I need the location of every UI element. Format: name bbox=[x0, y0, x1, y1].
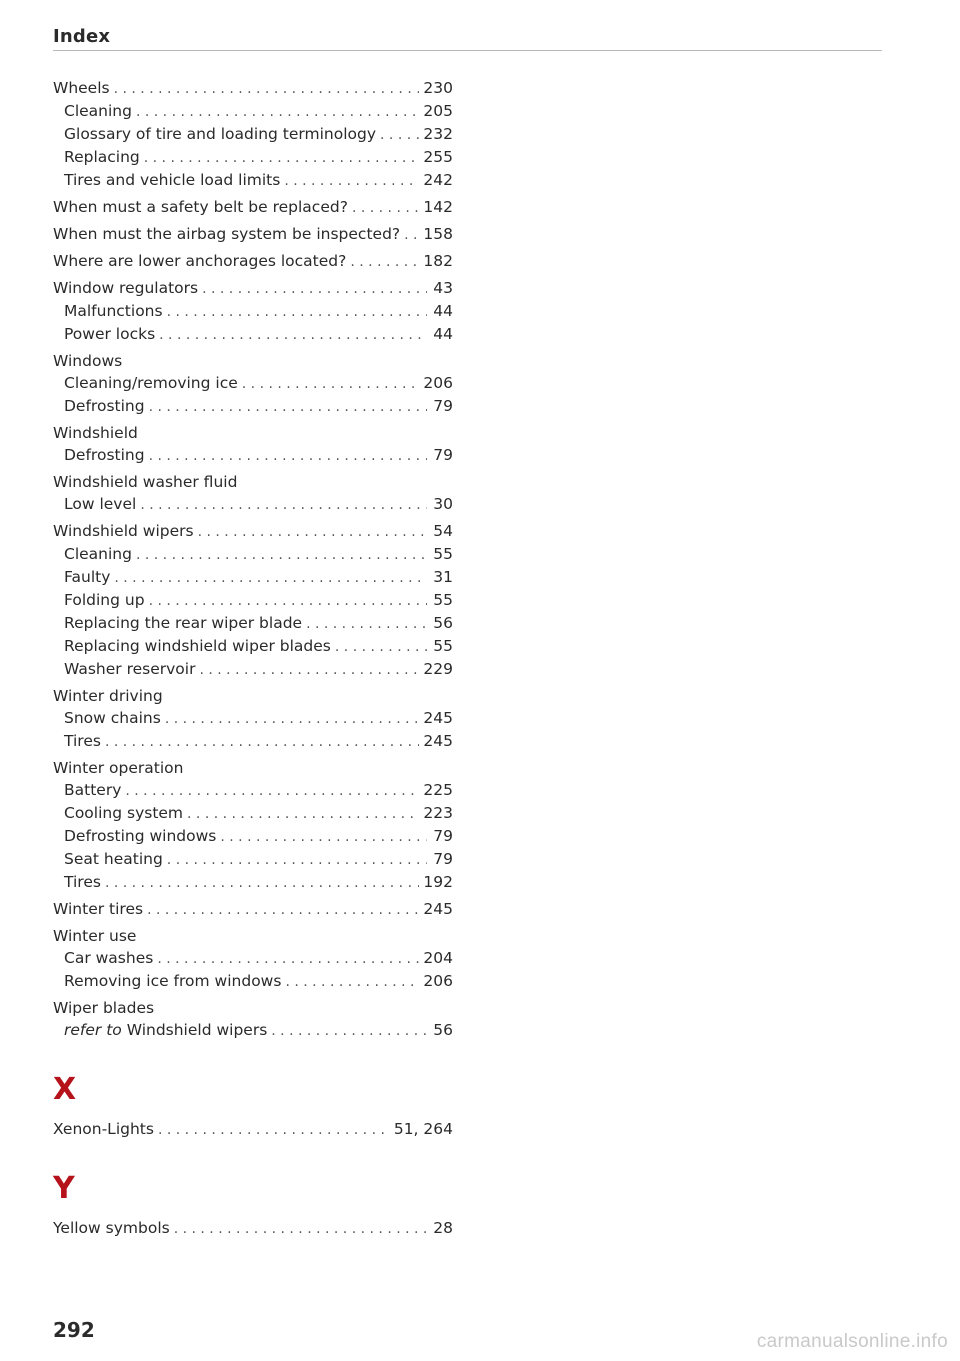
index-subentry bbox=[53, 372, 453, 395]
entry-label: Power locks bbox=[64, 325, 156, 343]
index-subentry bbox=[53, 612, 453, 635]
leader-dots bbox=[198, 521, 427, 543]
entry-page-number: 56 bbox=[433, 614, 453, 632]
index-subentry bbox=[53, 730, 453, 753]
entry-page-number: 79 bbox=[433, 827, 453, 845]
entry-page-number: 225 bbox=[423, 781, 453, 799]
index-subentry bbox=[53, 169, 453, 192]
entry-label: Winter driving bbox=[53, 687, 163, 705]
leader-dots bbox=[335, 636, 427, 658]
entry-page-number: 79 bbox=[433, 850, 453, 868]
leader-dots bbox=[105, 731, 419, 753]
entry-label: Replacing windshield wiper blades bbox=[64, 637, 331, 655]
entry-page-number: 44 bbox=[433, 325, 453, 343]
entry-page-number: 232 bbox=[423, 125, 453, 143]
cross-reference-target: Windshield wipers bbox=[126, 1021, 268, 1039]
leader-dots bbox=[271, 1020, 427, 1042]
entry-page-number: 206 bbox=[423, 972, 453, 990]
leader-dots bbox=[199, 659, 419, 681]
entry-page-number: 30 bbox=[433, 495, 453, 513]
entry-page-number: 28 bbox=[433, 1219, 453, 1237]
entry-page-number: 55 bbox=[433, 545, 453, 563]
index-subentry bbox=[53, 970, 453, 993]
leader-dots bbox=[136, 544, 427, 566]
entry-label: Defrosting bbox=[64, 446, 145, 464]
entry-page-number: 245 bbox=[423, 900, 453, 918]
index-entry bbox=[53, 77, 453, 100]
index-entry bbox=[53, 685, 453, 707]
entry-label: Cleaning bbox=[64, 545, 132, 563]
index-subentry bbox=[53, 848, 453, 871]
leader-dots bbox=[157, 948, 419, 970]
leader-dots bbox=[158, 1119, 390, 1141]
index-entry bbox=[53, 925, 453, 947]
entry-label: Cooling system bbox=[64, 804, 184, 822]
leader-dots bbox=[147, 899, 419, 921]
entry-label: Low level bbox=[64, 495, 137, 513]
index-subentry bbox=[53, 300, 453, 323]
leader-dots bbox=[165, 708, 420, 730]
entry-page-number: 43 bbox=[433, 279, 453, 297]
index-entry bbox=[53, 422, 453, 444]
leader-dots bbox=[149, 445, 427, 467]
leader-dots bbox=[114, 567, 427, 589]
index-entry bbox=[53, 1217, 453, 1240]
index-subentry bbox=[53, 1019, 453, 1042]
cross-reference-prefix: refer to bbox=[64, 1021, 122, 1039]
entry-label: Glossary of tire and loading terminology bbox=[64, 125, 377, 143]
entry-page-number: 255 bbox=[423, 148, 453, 166]
entry-page-number: 230 bbox=[423, 79, 453, 97]
index-entry bbox=[53, 757, 453, 779]
entry-label: Cleaning bbox=[64, 102, 132, 120]
index-subentry bbox=[53, 779, 453, 802]
entry-label: Winter use bbox=[53, 927, 137, 945]
leader-dots bbox=[114, 78, 420, 100]
index-subentry bbox=[53, 635, 453, 658]
entry-page-number: 55 bbox=[433, 591, 453, 609]
entry-label: Faulty bbox=[64, 568, 111, 586]
leader-dots bbox=[202, 278, 427, 300]
leader-dots bbox=[136, 101, 419, 123]
entry-label: Winter operation bbox=[53, 759, 184, 777]
entry-label: Tires bbox=[64, 732, 101, 750]
entry-page-number: 204 bbox=[423, 949, 453, 967]
section-letter-x: X bbox=[53, 1072, 77, 1107]
leader-dots bbox=[149, 590, 427, 612]
leader-dots bbox=[306, 613, 427, 635]
leader-dots bbox=[167, 849, 427, 871]
entry-page-number: 79 bbox=[433, 397, 453, 415]
entry-label: Windshield washer fluid bbox=[53, 473, 238, 491]
index-subentry bbox=[53, 566, 453, 589]
entry-page-number: 55 bbox=[433, 637, 453, 655]
leader-dots bbox=[159, 324, 427, 346]
entry-label: Windows bbox=[53, 352, 123, 370]
index-subentry bbox=[53, 589, 453, 612]
entry-page-number: 245 bbox=[423, 709, 453, 727]
index-subentry bbox=[53, 707, 453, 730]
leader-dots bbox=[125, 780, 419, 802]
entry-label: Defrosting windows bbox=[64, 827, 217, 845]
leader-dots bbox=[284, 170, 419, 192]
entry-page-number: 56 bbox=[433, 1021, 453, 1039]
entry-page-number: 158 bbox=[423, 225, 453, 243]
entry-page-number: 223 bbox=[423, 804, 453, 822]
index-entry bbox=[53, 471, 453, 493]
entry-label: Wiper blades bbox=[53, 999, 155, 1017]
leader-dots bbox=[352, 197, 419, 219]
index-entry bbox=[53, 350, 453, 372]
leader-dots bbox=[149, 396, 427, 418]
entry-page-number: 192 bbox=[423, 873, 453, 891]
page-number: 292 bbox=[53, 1318, 95, 1342]
entry-label: Tires and vehicle load limits bbox=[64, 171, 281, 189]
entry-page-number: 142 bbox=[423, 198, 453, 216]
page-header-title: Index bbox=[53, 26, 111, 47]
leader-dots bbox=[140, 494, 427, 516]
entry-page-number: 242 bbox=[423, 171, 453, 189]
index-subentry bbox=[53, 493, 453, 516]
section-letter-y: Y bbox=[53, 1171, 75, 1206]
entry-label: Cleaning/removing ice bbox=[64, 374, 238, 392]
index-subentry bbox=[53, 100, 453, 123]
index-entry bbox=[53, 196, 453, 219]
index-subentry bbox=[53, 123, 453, 146]
index-subentry bbox=[53, 543, 453, 566]
index-entry bbox=[53, 520, 453, 543]
entry-page-number: 44 bbox=[433, 302, 453, 320]
entry-page-number: 79 bbox=[433, 446, 453, 464]
entry-label: When must a safety belt be replaced? bbox=[53, 198, 348, 216]
index-subentry bbox=[53, 871, 453, 894]
entry-label: Snow chains bbox=[64, 709, 161, 727]
entry-label: Seat heating bbox=[64, 850, 163, 868]
index-subentry bbox=[53, 802, 453, 825]
entry-label: Folding up bbox=[64, 591, 145, 609]
index-subentry bbox=[53, 947, 453, 970]
leader-dots bbox=[350, 251, 419, 273]
index-subentry bbox=[53, 146, 453, 169]
leader-dots bbox=[404, 224, 419, 246]
entry-label: When must the airbag system be inspected? bbox=[53, 225, 401, 243]
entry-label: Replacing the rear wiper blade bbox=[64, 614, 303, 632]
entry-page-number: 182 bbox=[423, 252, 453, 270]
entry-label: Window regulators bbox=[53, 279, 199, 297]
entry-page-number: 229 bbox=[423, 660, 453, 678]
leader-dots bbox=[285, 971, 419, 993]
entry-label: Battery bbox=[64, 781, 122, 799]
entry-label: Xenon-Lights bbox=[53, 1120, 154, 1138]
header-divider bbox=[53, 50, 882, 51]
leader-dots bbox=[174, 1218, 427, 1240]
entry-label: Defrosting bbox=[64, 397, 145, 415]
index-list bbox=[53, 77, 453, 1240]
index-entry bbox=[53, 898, 453, 921]
watermark: carmanualsonline.info bbox=[756, 1331, 948, 1352]
leader-dots bbox=[187, 803, 419, 825]
index-subentry bbox=[53, 658, 453, 681]
index-entry bbox=[53, 250, 453, 273]
entry-label: Winter tires bbox=[53, 900, 144, 918]
entry-page-number: 205 bbox=[423, 102, 453, 120]
entry-label: Wheels bbox=[53, 79, 110, 97]
entry-label: Yellow symbols bbox=[53, 1219, 170, 1237]
leader-dots bbox=[167, 301, 427, 323]
entry-label: Replacing bbox=[64, 148, 140, 166]
entry-label: Windshield wipers bbox=[53, 522, 194, 540]
entry-label: Tires bbox=[64, 873, 101, 891]
entry-page-number: 245 bbox=[423, 732, 453, 750]
entry-label: Removing ice from windows bbox=[64, 972, 282, 990]
index-entry bbox=[53, 997, 453, 1019]
entry-label: Malfunctions bbox=[64, 302, 163, 320]
entry-page-number: 54 bbox=[433, 522, 453, 540]
entry-label: Windshield bbox=[53, 424, 138, 442]
entry-page-number: 206 bbox=[423, 374, 453, 392]
index-entry bbox=[53, 1118, 453, 1141]
leader-dots bbox=[380, 124, 419, 146]
index-subentry bbox=[53, 323, 453, 346]
entry-page-number: 31 bbox=[433, 568, 453, 586]
entry-label: Washer reservoir bbox=[64, 660, 196, 678]
entry-label: Where are lower anchorages located? bbox=[53, 252, 347, 270]
index-subentry bbox=[53, 825, 453, 848]
leader-dots bbox=[220, 826, 427, 848]
entry-page-number: 51, 264 bbox=[393, 1120, 453, 1138]
index-entry bbox=[53, 277, 453, 300]
index-subentry bbox=[53, 444, 453, 467]
entry-label bbox=[64, 1019, 267, 1041]
leader-dots bbox=[105, 872, 419, 894]
leader-dots bbox=[144, 147, 420, 169]
index-subentry bbox=[53, 395, 453, 418]
entry-label: Car washes bbox=[64, 949, 154, 967]
index-entry bbox=[53, 223, 453, 246]
leader-dots bbox=[242, 373, 420, 395]
